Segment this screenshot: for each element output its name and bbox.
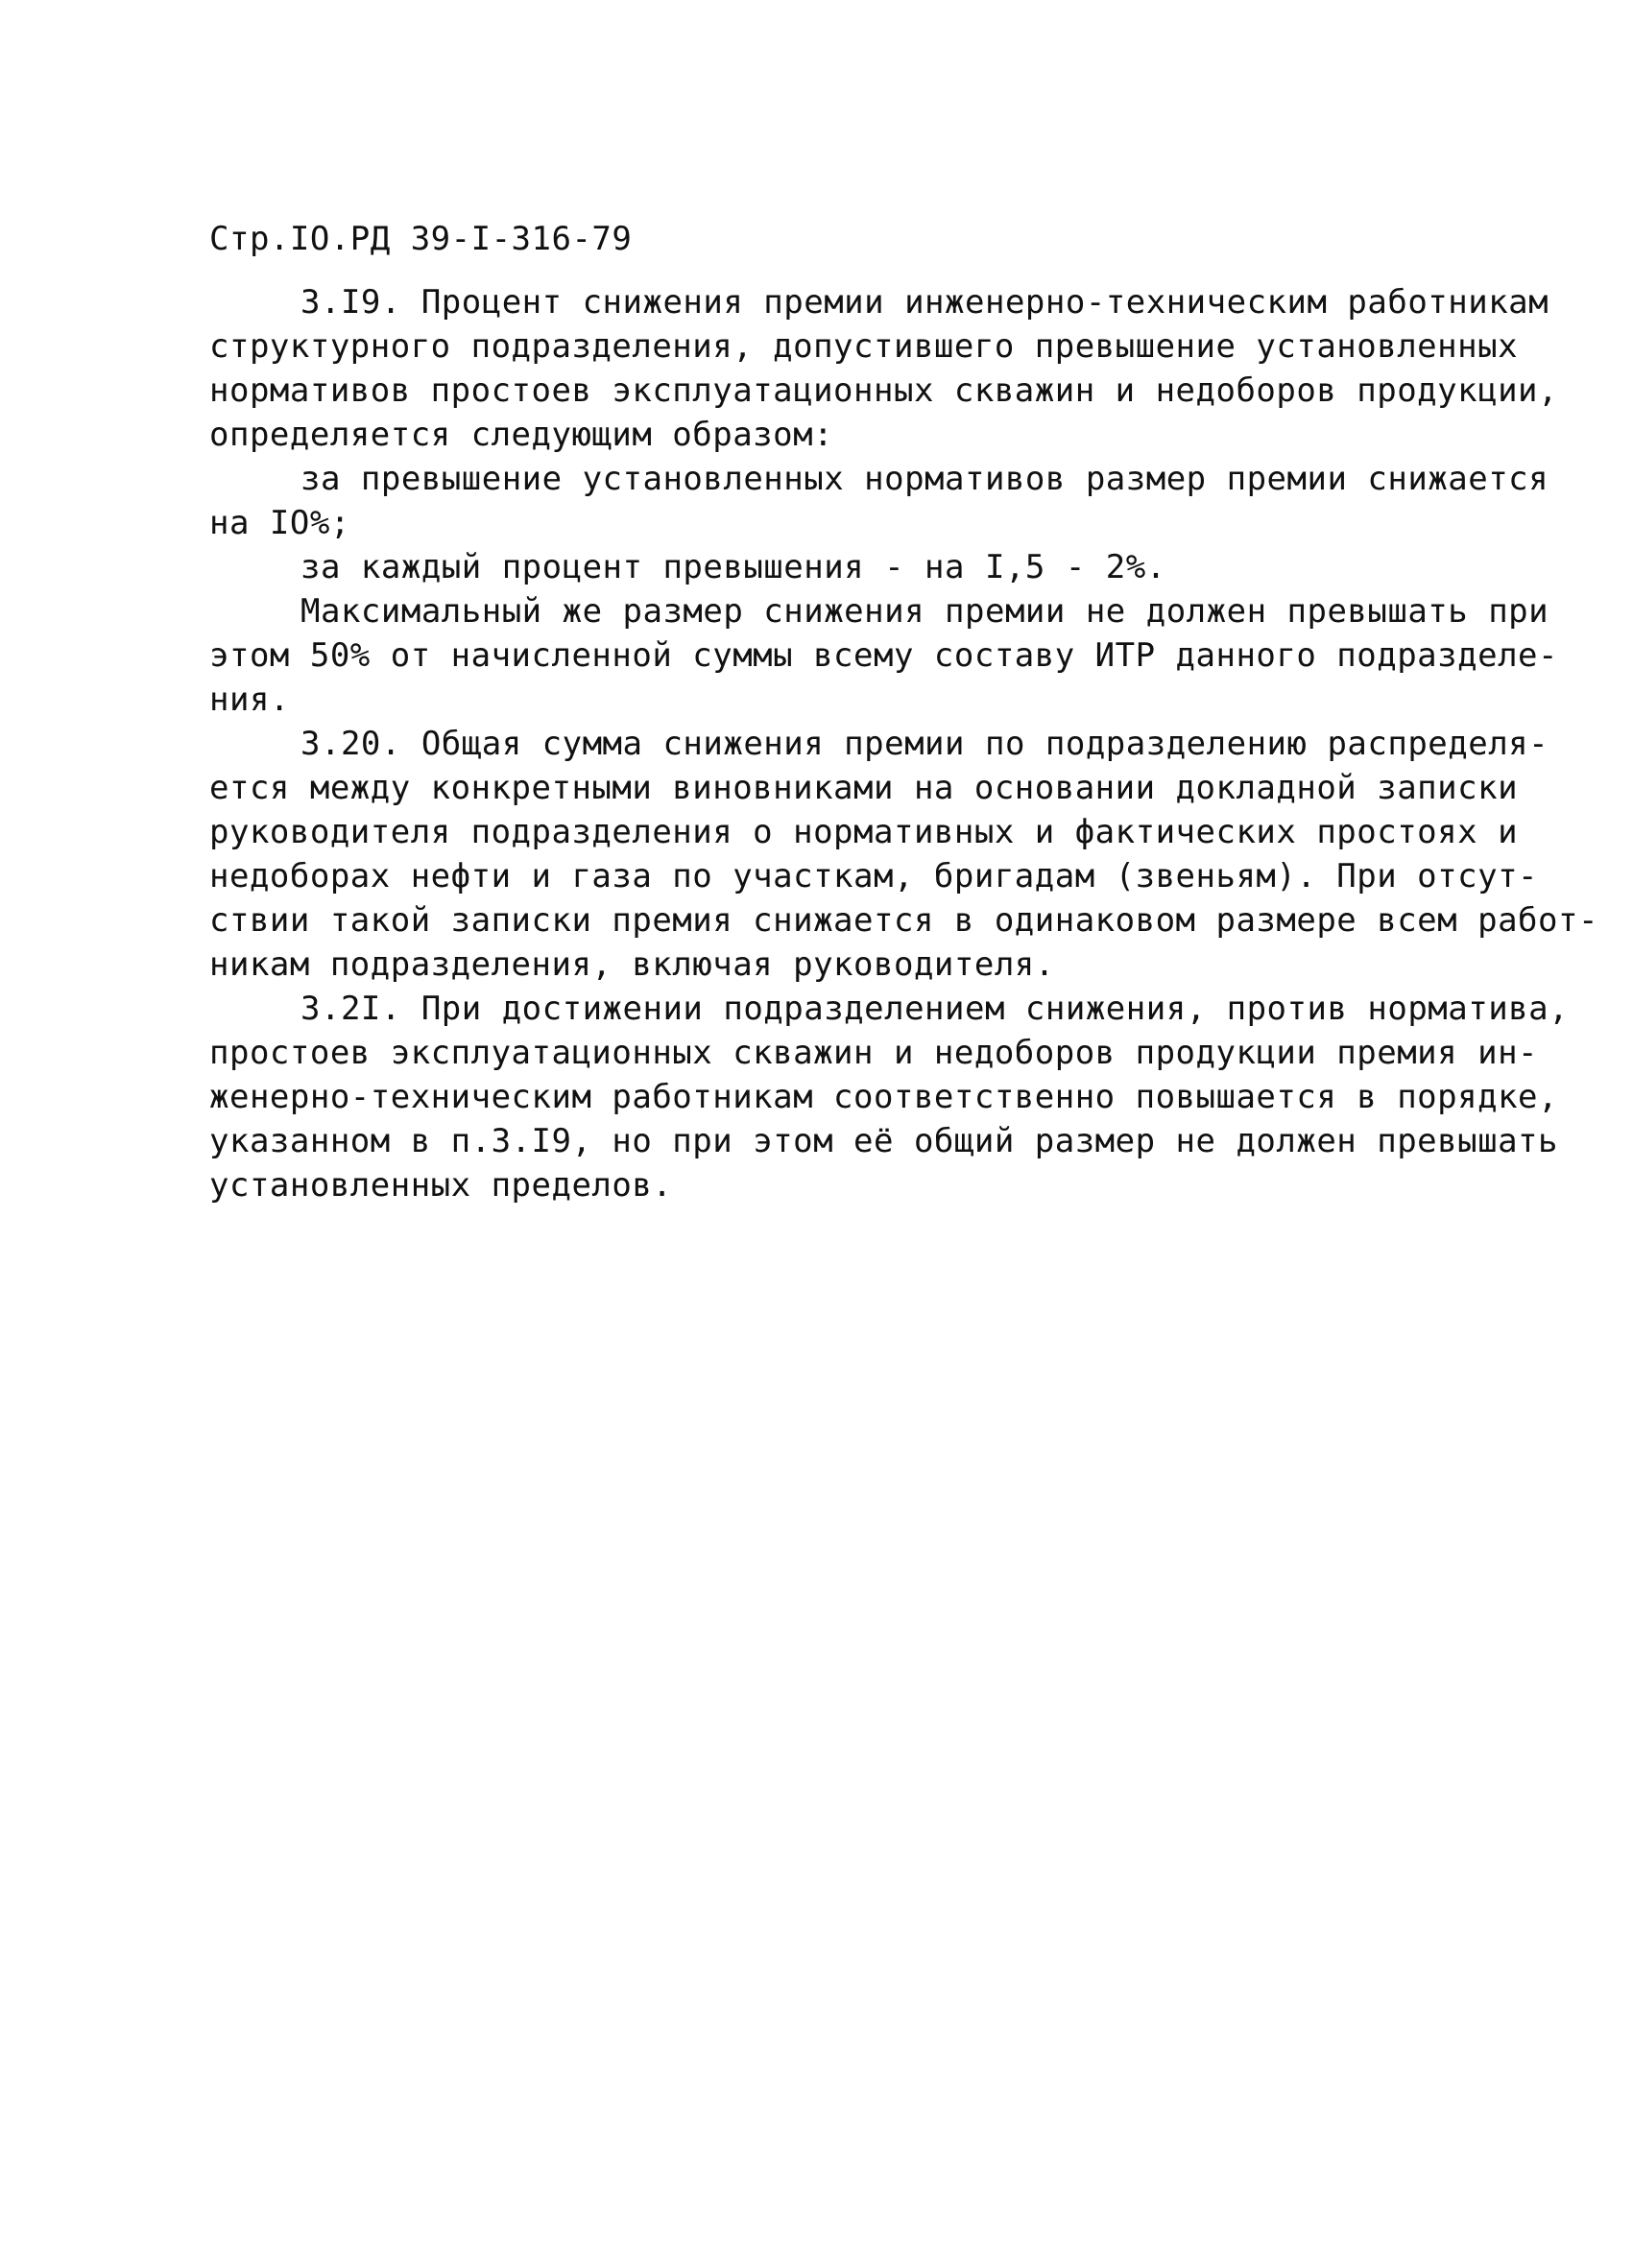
text-line: ствии такой записки премия снижается в одинаковом размере всем работ- <box>209 901 1598 940</box>
text-line: руководителя подразделения о нормативных и фактических простоях и <box>209 813 1519 851</box>
text-line: структурного подразделения, допустившего превышение установленных <box>209 327 1519 366</box>
text-line: 3.2I. При достижении подразделением снижения, против норматива, <box>300 990 1570 1028</box>
text-line: никам подразделения, включая руководителя. <box>209 945 1055 984</box>
text-line: ния. <box>209 680 290 719</box>
text-line: указанном в п.3.I9, но при этом её общий размер не должен превышать <box>209 1122 1558 1160</box>
text-line: установленных пределов. <box>209 1166 673 1205</box>
text-line: недоборах нефти и газа по участкам, бригадам (звеньям). При отсут- <box>209 857 1539 895</box>
text-line: 3.20. Общая сумма снижения премии по подразделению распределя- <box>300 725 1549 763</box>
text-line: на IO%; <box>209 504 350 542</box>
text-line: ется между конкретными виновниками на основании докладной записки <box>209 769 1519 807</box>
text-line: определяется следующим образом: <box>209 416 834 454</box>
text-line: за превышение установленных нормативов размер премии снижается <box>300 460 1549 498</box>
text-line: 3.I9. Процент снижения премии инженерно-техническим работникам <box>300 283 1549 322</box>
text-line: этом 50% от начисленной суммы всему составу ИТР данного подразделе- <box>209 636 1558 675</box>
text-line: простоев эксплуатационных скважин и недоборов продукции премия ин- <box>209 1034 1539 1072</box>
text-line: за каждый процент превышения - на I,5 - 2%. <box>300 548 1166 586</box>
text-line: нормативов простоев эксплуатационных скважин и недоборов продукции, <box>209 371 1558 410</box>
page-header: Стр.IO.РД 39-I-316-79 <box>209 220 633 258</box>
text-line: женерно-техническим работникам соответственно повышается в порядке, <box>209 1078 1558 1116</box>
text-line: Максимальный же размер снижения премии не должен превышать при <box>300 592 1549 631</box>
